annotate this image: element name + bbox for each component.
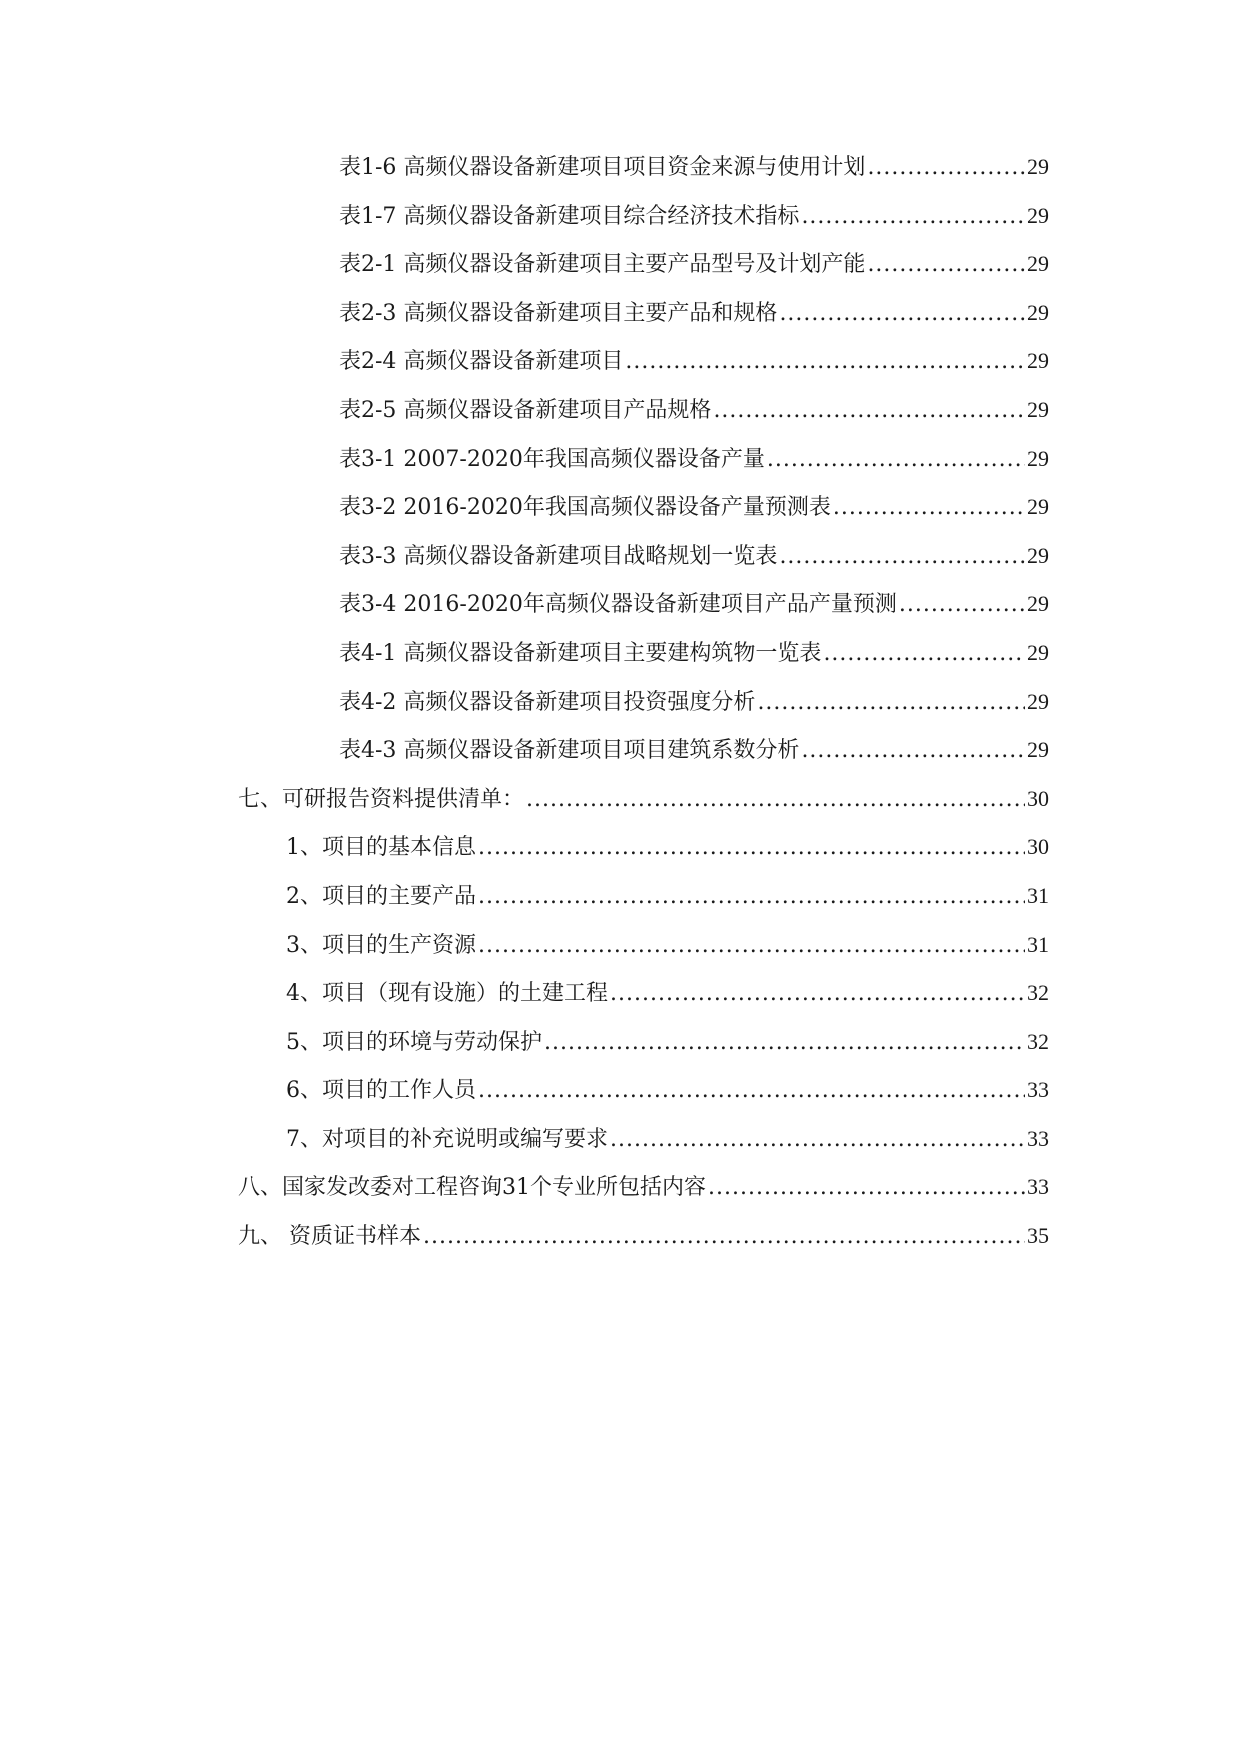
toc-entry-title: 4、项目（现有设施）的土建工程: [286, 981, 608, 1007]
toc-entry[interactable]: [0, 589, 1241, 638]
toc-page-number: 30: [1027, 834, 1049, 860]
toc-entry[interactable]: [0, 201, 1241, 250]
toc-leader-dots: [478, 1076, 1025, 1106]
toc-entry[interactable]: [0, 152, 1241, 201]
toc-page-number: 31: [1027, 882, 1049, 908]
toc-entry-title: 5、项目的环境与劳动保护: [286, 1029, 542, 1055]
toc-page-number: 30: [1027, 785, 1049, 811]
toc-entry-title: 1、项目的基本信息: [286, 835, 476, 861]
toc-page-number: 29: [1027, 154, 1049, 179]
toc-entry-title: 表3-1 2007-2020年我国高频仪器设备产量: [339, 446, 765, 472]
toc-page-number: 29: [1027, 542, 1049, 568]
toc-entry[interactable]: [0, 832, 1241, 881]
toc-entry[interactable]: [0, 298, 1241, 347]
toc-entry[interactable]: [0, 930, 1241, 979]
toc-entry-title: 表2-3 高频仪器设备新建项目主要产品和规格: [339, 300, 778, 326]
toc-page-number: 29: [1027, 494, 1049, 520]
toc-entry-title: 7、对项目的补充说明或编写要求: [286, 1126, 608, 1152]
toc-leader-dots: [708, 1173, 1025, 1203]
toc-page-number: 29: [1027, 639, 1049, 665]
toc-entry-title: 表3-4 2016-2020年高频仪器设备新建项目产品产量预测: [339, 592, 897, 618]
toc-leader-dots: [423, 1222, 1025, 1252]
toc-leader-dots: [610, 979, 1025, 1009]
toc-page-number: 29: [1027, 591, 1049, 617]
toc-entry-title: 表1-7 高频仪器设备新建项目综合经济技术指标: [339, 203, 800, 229]
toc-entry-title: 表1-6 高频仪器设备新建项目项目资金来源与使用计划: [339, 155, 866, 180]
toc-page-number: 32: [1027, 980, 1049, 1006]
toc-entry[interactable]: [0, 1027, 1241, 1076]
toc-section-entry[interactable]: [0, 1221, 1241, 1270]
toc-page-number: 29: [1027, 299, 1049, 325]
toc-leader-dots: [823, 639, 1025, 669]
toc-entry-title: 表4-1 高频仪器设备新建项目主要建构筑物一览表: [339, 640, 822, 666]
toc-section-entry[interactable]: [0, 1172, 1241, 1221]
toc-entry[interactable]: [0, 735, 1241, 784]
toc-leader-dots: [625, 347, 1025, 377]
toc-entry[interactable]: [0, 492, 1241, 541]
toc-leader-dots: [713, 396, 1025, 426]
toc-leader-dots: [867, 153, 1025, 183]
toc-leader-dots: [478, 882, 1025, 912]
toc-entry-title: 2、项目的主要产品: [286, 883, 476, 909]
toc-entry[interactable]: [0, 638, 1241, 687]
toc-leader-dots: [757, 688, 1025, 718]
toc-entry-title: 3、项目的生产资源: [286, 932, 476, 958]
toc-page-number: 29: [1027, 348, 1049, 374]
toc-entry[interactable]: [0, 249, 1241, 298]
toc-page-number: 29: [1027, 396, 1049, 422]
toc-entry[interactable]: [0, 687, 1241, 736]
toc-entry-title: 6、项目的工作人员: [286, 1078, 476, 1104]
toc-page-number: 33: [1027, 1174, 1049, 1200]
toc-entry-title: 表3-2 2016-2020年我国高频仪器设备产量预测表: [339, 495, 831, 521]
toc-page-number: 29: [1027, 688, 1049, 714]
toc-entry[interactable]: [0, 444, 1241, 493]
toc-section-entry[interactable]: [0, 784, 1241, 833]
toc-entry[interactable]: [0, 346, 1241, 395]
toc-page-number: 29: [1027, 202, 1049, 228]
toc-entry-title: 九、 资质证书样本: [238, 1224, 421, 1250]
toc-entry[interactable]: [0, 541, 1241, 590]
toc-leader-dots: [867, 250, 1025, 280]
toc-page-number: 31: [1027, 931, 1049, 957]
toc-page-number: 32: [1027, 1028, 1049, 1054]
toc-page-number: 33: [1027, 1125, 1049, 1151]
toc-leader-dots: [544, 1028, 1025, 1058]
toc-page-number: 29: [1027, 251, 1049, 277]
toc-entry[interactable]: [0, 978, 1241, 1027]
table-of-contents: [0, 152, 1241, 1270]
toc-entry-title: 七、可研报告资料提供清单：: [238, 786, 525, 812]
toc-leader-dots: [779, 542, 1025, 572]
toc-entry-title: 表3-3 高频仪器设备新建项目战略规划一览表: [339, 543, 778, 569]
toc-leader-dots: [478, 833, 1025, 863]
toc-page-number: 33: [1027, 1077, 1049, 1103]
toc-leader-dots: [610, 1125, 1025, 1155]
toc-leader-dots: [801, 202, 1025, 232]
toc-page-number: 29: [1027, 737, 1049, 763]
toc-entry-title: 表2-5 高频仪器设备新建项目产品规格: [339, 397, 712, 423]
toc-entry[interactable]: [0, 1075, 1241, 1124]
toc-entry[interactable]: [0, 1124, 1241, 1173]
toc-entry[interactable]: [0, 881, 1241, 930]
toc-leader-dots: [779, 299, 1025, 329]
toc-entry-title: 表4-3 高频仪器设备新建项目项目建筑系数分析: [339, 738, 800, 764]
toc-entry-title: 八、国家发改委对工程咨询31个专业所包括内容: [238, 1175, 706, 1201]
toc-entry-title: 表4-2 高频仪器设备新建项目投资强度分析: [339, 689, 756, 715]
toc-leader-dots: [526, 785, 1025, 815]
toc-leader-dots: [478, 931, 1025, 961]
toc-entry[interactable]: [0, 395, 1241, 444]
toc-leader-dots: [801, 736, 1025, 766]
toc-leader-dots: [767, 445, 1025, 475]
toc-leader-dots: [899, 590, 1025, 620]
toc-entry-title: 表2-4 高频仪器设备新建项目: [339, 349, 624, 375]
toc-page-number: 29: [1027, 445, 1049, 471]
toc-leader-dots: [833, 493, 1025, 523]
toc-page-number: 35: [1027, 1223, 1049, 1249]
toc-entry-title: 表2-1 高频仪器设备新建项目主要产品型号及计划产能: [339, 252, 866, 278]
